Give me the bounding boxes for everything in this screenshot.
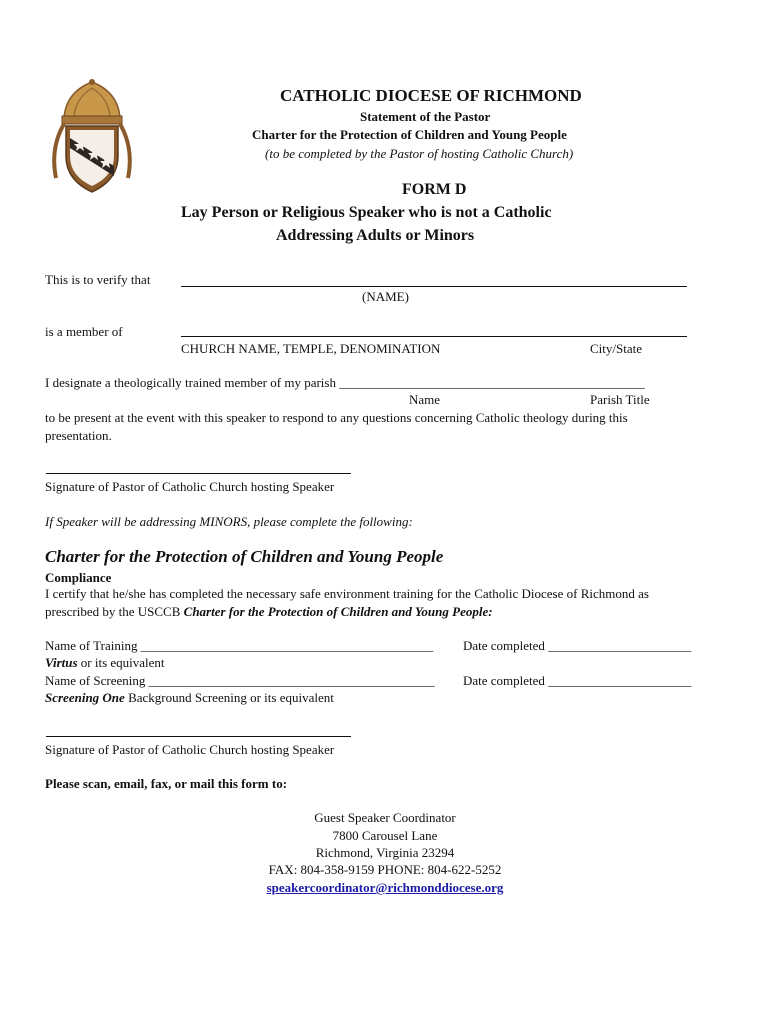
designate-paragraph-1: to be present at the event with this speaker to respond to any questions concerning Catholic theology during this [45, 410, 628, 425]
date-completed-1-blank[interactable]: ______________________ [548, 638, 692, 653]
date-completed-2-label: Date completed [463, 673, 549, 688]
email-row [0, 880, 770, 896]
signature-2-line[interactable] [46, 736, 351, 737]
signature-1-caption: Signature of Pastor of Catholic Church hosting Speaker [45, 479, 335, 494]
org-title: CATHOLIC DIOCESE OF RICHMOND [280, 86, 582, 105]
screening-one-rest: Background Screening or its equivalent [124, 690, 334, 705]
training-label: Name of Training [45, 638, 141, 653]
form-title: FORM D [402, 181, 467, 198]
screening-one-row [45, 690, 334, 706]
certify-charter-title: Charter for the Protection of Children and Young People: [183, 604, 493, 619]
diocese-crest-icon [44, 78, 140, 196]
verify-label: This is to verify that [45, 272, 151, 287]
date-completed-2-blank[interactable]: ______________________ [548, 673, 692, 688]
city-address: Richmond, Virginia 23294 [315, 845, 455, 860]
subtitle-statement: Statement of the Pastor [360, 109, 491, 124]
screening-one-label: Screening One [45, 690, 125, 705]
date-completed-2-row [463, 673, 691, 689]
training-blank[interactable]: _____________________________________________ [140, 638, 434, 653]
compliance-heading: Compliance [45, 570, 112, 585]
signature-1-line[interactable] [46, 473, 351, 474]
subtitle-charter: Charter for the Protection of Children and Young People [252, 127, 567, 142]
screening-blank[interactable]: ____________________________________________ [148, 673, 435, 688]
member-label: is a member of [45, 324, 123, 339]
form-heading-line1: Lay Person or Religious Speaker who is not a Catholic [181, 204, 552, 221]
certify-line-1: I certify that he/she has completed the necessary safe environment training for the Catholic Diocese of Richmond as [45, 586, 649, 601]
certify-line-2 [45, 604, 493, 620]
name-field-line[interactable] [181, 286, 687, 287]
email-link[interactable]: speakercoordinator@richmonddiocese.org [266, 880, 504, 895]
church-caption: CHURCH NAME, TEMPLE, DENOMINATION [181, 341, 441, 356]
screening-row [45, 673, 435, 689]
virtus-rest: or its equivalent [77, 655, 165, 670]
date-completed-1-label: Date completed [463, 638, 549, 653]
designate-line[interactable] [45, 375, 645, 391]
charter-heading: Charter for the Protection of Children and Young People [45, 547, 444, 566]
certify-plain: prescribed by the USCCB [45, 604, 184, 619]
virtus-label: Virtus [45, 655, 78, 670]
designate-blank[interactable]: _______________________________________________ [339, 375, 645, 390]
form-heading-line2: Addressing Adults or Minors [276, 227, 475, 244]
recipient: Guest Speaker Coordinator [314, 810, 456, 825]
virtus-row [45, 655, 165, 671]
minors-note: If Speaker will be addressing MINORS, please complete the following: [45, 514, 413, 529]
city-state-caption: City/State [590, 341, 642, 356]
designate-paragraph-2: presentation. [45, 428, 112, 443]
street-address: 7800 Carousel Lane [332, 828, 438, 843]
training-row [45, 638, 433, 654]
date-completed-1-row [463, 638, 691, 654]
subtitle-instructions: (to be completed by the Pastor of hosting Catholic Church) [265, 146, 574, 161]
designee-name-caption: Name [409, 392, 441, 407]
church-field-line[interactable] [181, 336, 687, 337]
signature-2-caption: Signature of Pastor of Catholic Church hosting Speaker [45, 742, 335, 757]
phone-fax: FAX: 804-358-9159 PHONE: 804-622-5252 [268, 862, 502, 877]
screening-label: Name of Screening [45, 673, 149, 688]
send-instruction: Please scan, email, fax, or mail this form to: [45, 776, 288, 791]
name-caption: (NAME) [362, 289, 409, 304]
designee-title-caption: Parish Title [590, 392, 650, 407]
designate-text: I designate a theologically trained member of my parish [45, 375, 340, 390]
